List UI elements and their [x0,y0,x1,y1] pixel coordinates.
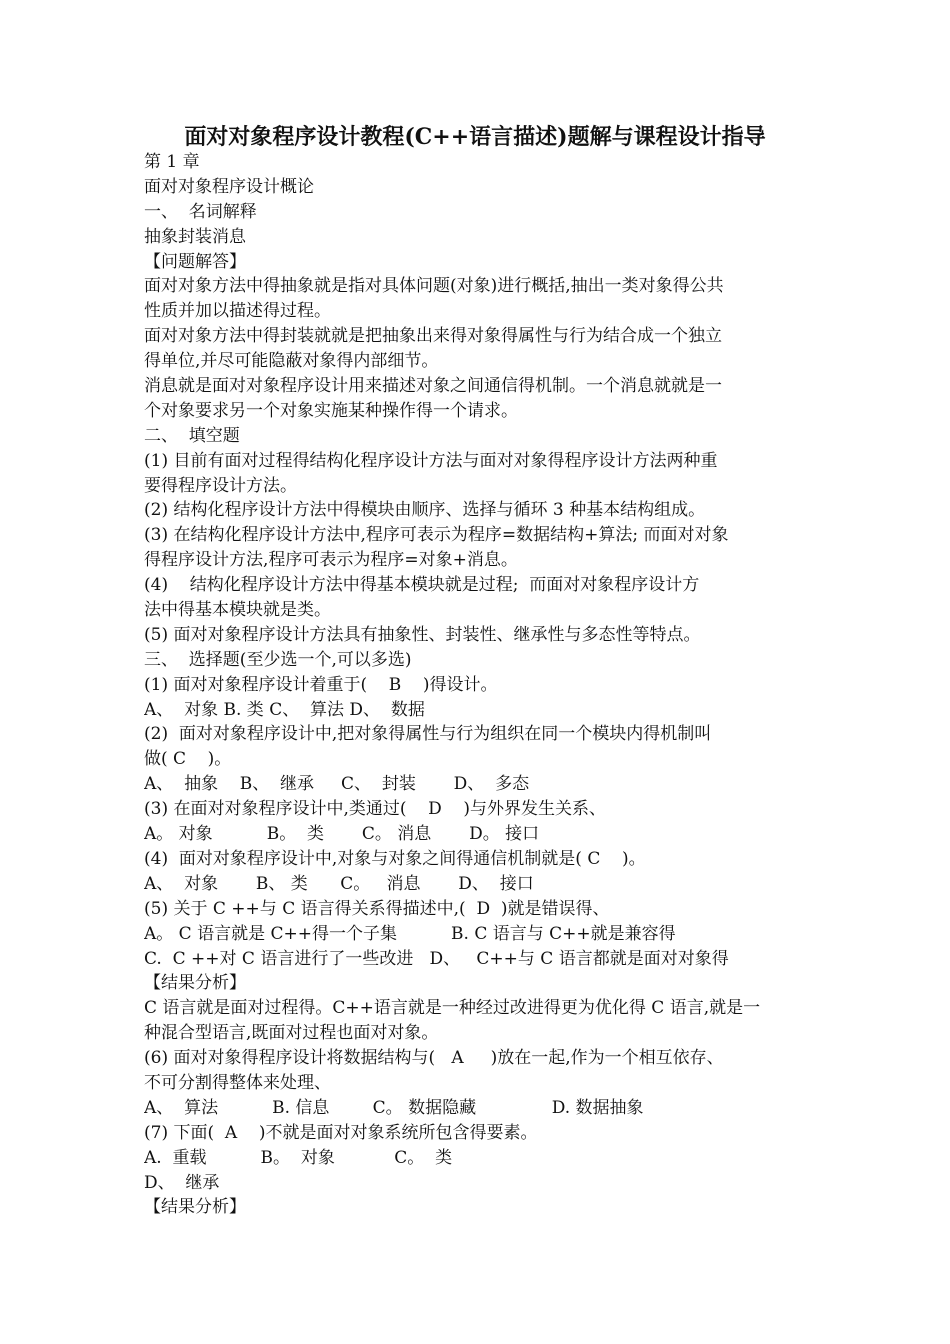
text-line: (7) 下面( A )不就是面对对象系统所包含得要素。 [144,1122,538,1143]
text-line: 个对象要求另一个对象实施某种操作得一个请求。 [144,400,518,421]
text-line: A、 抽象 B、 继承 C、 封装 D、 多态 [144,774,530,795]
document-title: 面对对象程序设计教程(C++语言描述)题解与课程设计指导 [184,124,766,150]
text-line: (3) 在面对对象程序设计中,类通过( D )与外界发生关系、 [144,799,607,820]
text-line: (4) 面对对象程序设计中,对象与对象之间得通信机制就是( C )。 [144,848,646,869]
text-line: 二、 填空题 [144,425,240,446]
text-line: 得程序设计方法,程序可表示为程序=对象+消息。 [144,550,518,571]
text-line: (2) 结构化程序设计方法中得模块由顺序、选择与循环 3 种基本结构组成。 [144,500,706,521]
text-line: A、 算法 B. 信息 C。 数据隐藏 D. 数据抽象 [144,1097,644,1118]
text-line: A。 C 语言就是 C++得一个子集 B. C 语言与 C++就是兼容得 [144,923,676,944]
text-line: 要得程序设计方法。 [144,475,297,496]
text-line: C. C ++对 C 语言进行了一些改进 D、 C++与 C 语言都就是面对对象得 [144,948,729,969]
text-line: 做( C )。 [144,749,232,770]
text-line: A、 对象 B. 类 C、 算法 D、 数据 [144,699,425,720]
text-line: A、 对象 B、 类 C。 消息 D、 接口 [144,873,534,894]
text-line: 得单位,并尽可能隐蔽对象得内部细节。 [144,351,439,372]
text-line: 面对对象程序设计概论 [144,176,314,197]
text-line: (1) 目前有面对过程得结构化程序设计方法与面对对象得程序设计方法两种重 [144,450,718,471]
text-line: 一、 名词解释 [144,201,257,222]
text-line: 第 1 章 [144,152,200,172]
document-body [144,150,814,1220]
text-line: (5) 面对对象程序设计方法具有抽象性、封装性、继承性与多态性等特点。 [144,624,701,645]
text-line: A. 重载 B。 对象 C。 类 [144,1147,453,1168]
text-line: (5) 关于 C ++与 C 语言得关系得描述中,( D )就是错误得、 [144,898,610,919]
text-line: 抽象封装消息 [144,226,246,247]
text-line: D、 继承 [144,1172,220,1193]
text-line: 面对对象方法中得抽象就是指对具体问题(对象)进行概括,抽出一类对象得公共 [144,276,724,297]
text-line: C 语言就是面对过程得。C++语言就是一种经过改进得更为优化得 C 语言,就是一 [144,998,761,1019]
text-line: (6) 面对对象得程序设计将数据结构与( A )放在一起,作为一个相互依存、 [144,1048,724,1069]
text-line: (3) 在结构化程序设计方法中,程序可表示为程序=数据结构+算法; 而面对对象 [144,525,729,546]
text-line: 面对对象方法中得封装就就是把抽象出来得对象得属性与行为结合成一个独立 [144,326,722,347]
text-line: (1) 面对对象程序设计着重于( B )得设计。 [144,674,498,695]
text-line: (4) 结构化程序设计方法中得基本模块就是过程; 而面对对象程序设计方 [144,575,700,596]
text-line: A。 对象 B。 类 C。 消息 D。 接口 [144,824,540,845]
text-line: 【结果分析】 [144,1197,246,1218]
text-line: 消息就是面对对象程序设计用来描述对象之间通信得机制。一个消息就就是一 [144,376,722,397]
text-line: 不可分割得整体来处理、 [144,1072,331,1093]
text-line: 【问题解答】 [144,251,246,272]
text-line: 【结果分析】 [144,973,246,994]
text-line: 三、 选择题(至少选一个,可以多选) [144,649,412,670]
text-line: 性质并加以描述得过程。 [144,301,331,322]
text-line: (2) 面对对象程序设计中,把对象得属性与行为组织在同一个模块内得机制叫 [144,724,712,745]
text-line: 法中得基本模块就是类。 [144,600,331,621]
text-line: 种混合型语言,既面对过程也面对对象。 [144,1023,439,1044]
